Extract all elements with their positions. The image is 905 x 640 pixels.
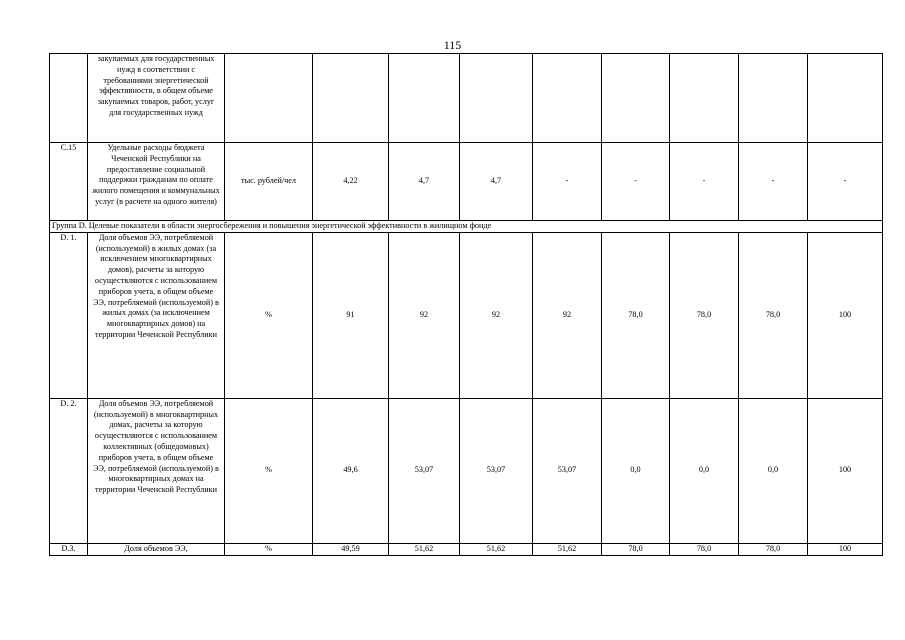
value-cell (533, 54, 602, 143)
table-row (50, 543, 883, 555)
row-code (50, 54, 88, 143)
value-cell: 4,7 (460, 143, 533, 221)
value-cell: 100 (808, 232, 883, 398)
value-cell: 100 (808, 398, 883, 543)
unit-cell: тыс. рублей/чел (225, 143, 313, 221)
unit-cell: % (225, 398, 313, 543)
row-description: Удельные расходы бюджета Чеченской Республики на предоставление социальной поддержки гражданам по оплате жилого помещения и коммунальных услуг (в расчете на одного жителя) (88, 143, 225, 221)
value-cell: 0,0 (670, 398, 739, 543)
value-cell: 78,0 (602, 232, 670, 398)
value-cell (313, 54, 389, 143)
value-cell (460, 54, 533, 143)
value-cell: 53,07 (389, 398, 460, 543)
value-cell: 92 (389, 232, 460, 398)
value-cell: 100 (808, 543, 883, 555)
row-description: Доля объемов ЭЭ, (88, 543, 225, 555)
row-description: Доля объемов ЭЭ, потребляемой (используемой) в многоквартирных домах, расчеты за которую осуществляются с использованием коллективных (общедомовых) приборов учета, в общем объеме ЭЭ, потребляемой (используемой) в многоквартирных домах на территории Чеченской Республики (88, 398, 225, 543)
value-cell: - (602, 143, 670, 221)
value-cell: 0,0 (739, 398, 808, 543)
value-cell (808, 54, 883, 143)
value-cell: 78,0 (739, 232, 808, 398)
value-cell: - (808, 143, 883, 221)
value-cell: 51,62 (533, 543, 602, 555)
value-cell: 92 (533, 232, 602, 398)
row-description: Доля объемов ЭЭ, потребляемой (используемой) в жилых домах (за исключением многоквартирных домов), расчеты за которую осуществляются с использованием приборов учета, в общем объеме ЭЭ, потребляемой (используемой) в жилых домах (за исключением многоквартирных домов) на территории Чеченской Республики (88, 232, 225, 398)
value-cell (602, 54, 670, 143)
value-cell: 78,0 (739, 543, 808, 555)
unit-cell: % (225, 543, 313, 555)
value-cell: 51,62 (389, 543, 460, 555)
value-cell: 51,62 (460, 543, 533, 555)
value-cell: 78,0 (602, 543, 670, 555)
row-code: C.15 (50, 143, 88, 221)
value-cell: 92 (460, 232, 533, 398)
value-cell: 53,07 (460, 398, 533, 543)
row-code: D. 1. (50, 232, 88, 398)
indicators-table (49, 53, 883, 556)
value-cell: 49,6 (313, 398, 389, 543)
value-cell: 49,59 (313, 543, 389, 555)
value-cell: 91 (313, 232, 389, 398)
group-header-row (50, 221, 883, 233)
table-row (50, 143, 883, 221)
row-code: D.3. (50, 543, 88, 555)
unit-cell (225, 54, 313, 143)
value-cell: - (739, 143, 808, 221)
value-cell: 53,07 (533, 398, 602, 543)
value-cell (389, 54, 460, 143)
table-row (50, 54, 883, 143)
row-code: D. 2. (50, 398, 88, 543)
table-row (50, 232, 883, 398)
value-cell: 78,0 (670, 543, 739, 555)
value-cell: - (670, 143, 739, 221)
value-cell (739, 54, 808, 143)
row-description: закупаемых для государственных нужд в соответствии с требованиями энергетической эффективности, в общем объеме закупаемых товаров, работ, услуг для государственных нужд (88, 54, 225, 143)
value-cell: 78,0 (670, 232, 739, 398)
value-cell: - (533, 143, 602, 221)
value-cell: 4,7 (389, 143, 460, 221)
value-cell: 0,0 (602, 398, 670, 543)
group-title: Группа D. Целевые показатели в области энергосбережения и повышения энергетической эффективности в жилищном фонде (50, 221, 883, 233)
unit-cell: % (225, 232, 313, 398)
table-row (50, 398, 883, 543)
page-number: 115 (443, 38, 462, 52)
value-cell (670, 54, 739, 143)
value-cell: 4,22 (313, 143, 389, 221)
